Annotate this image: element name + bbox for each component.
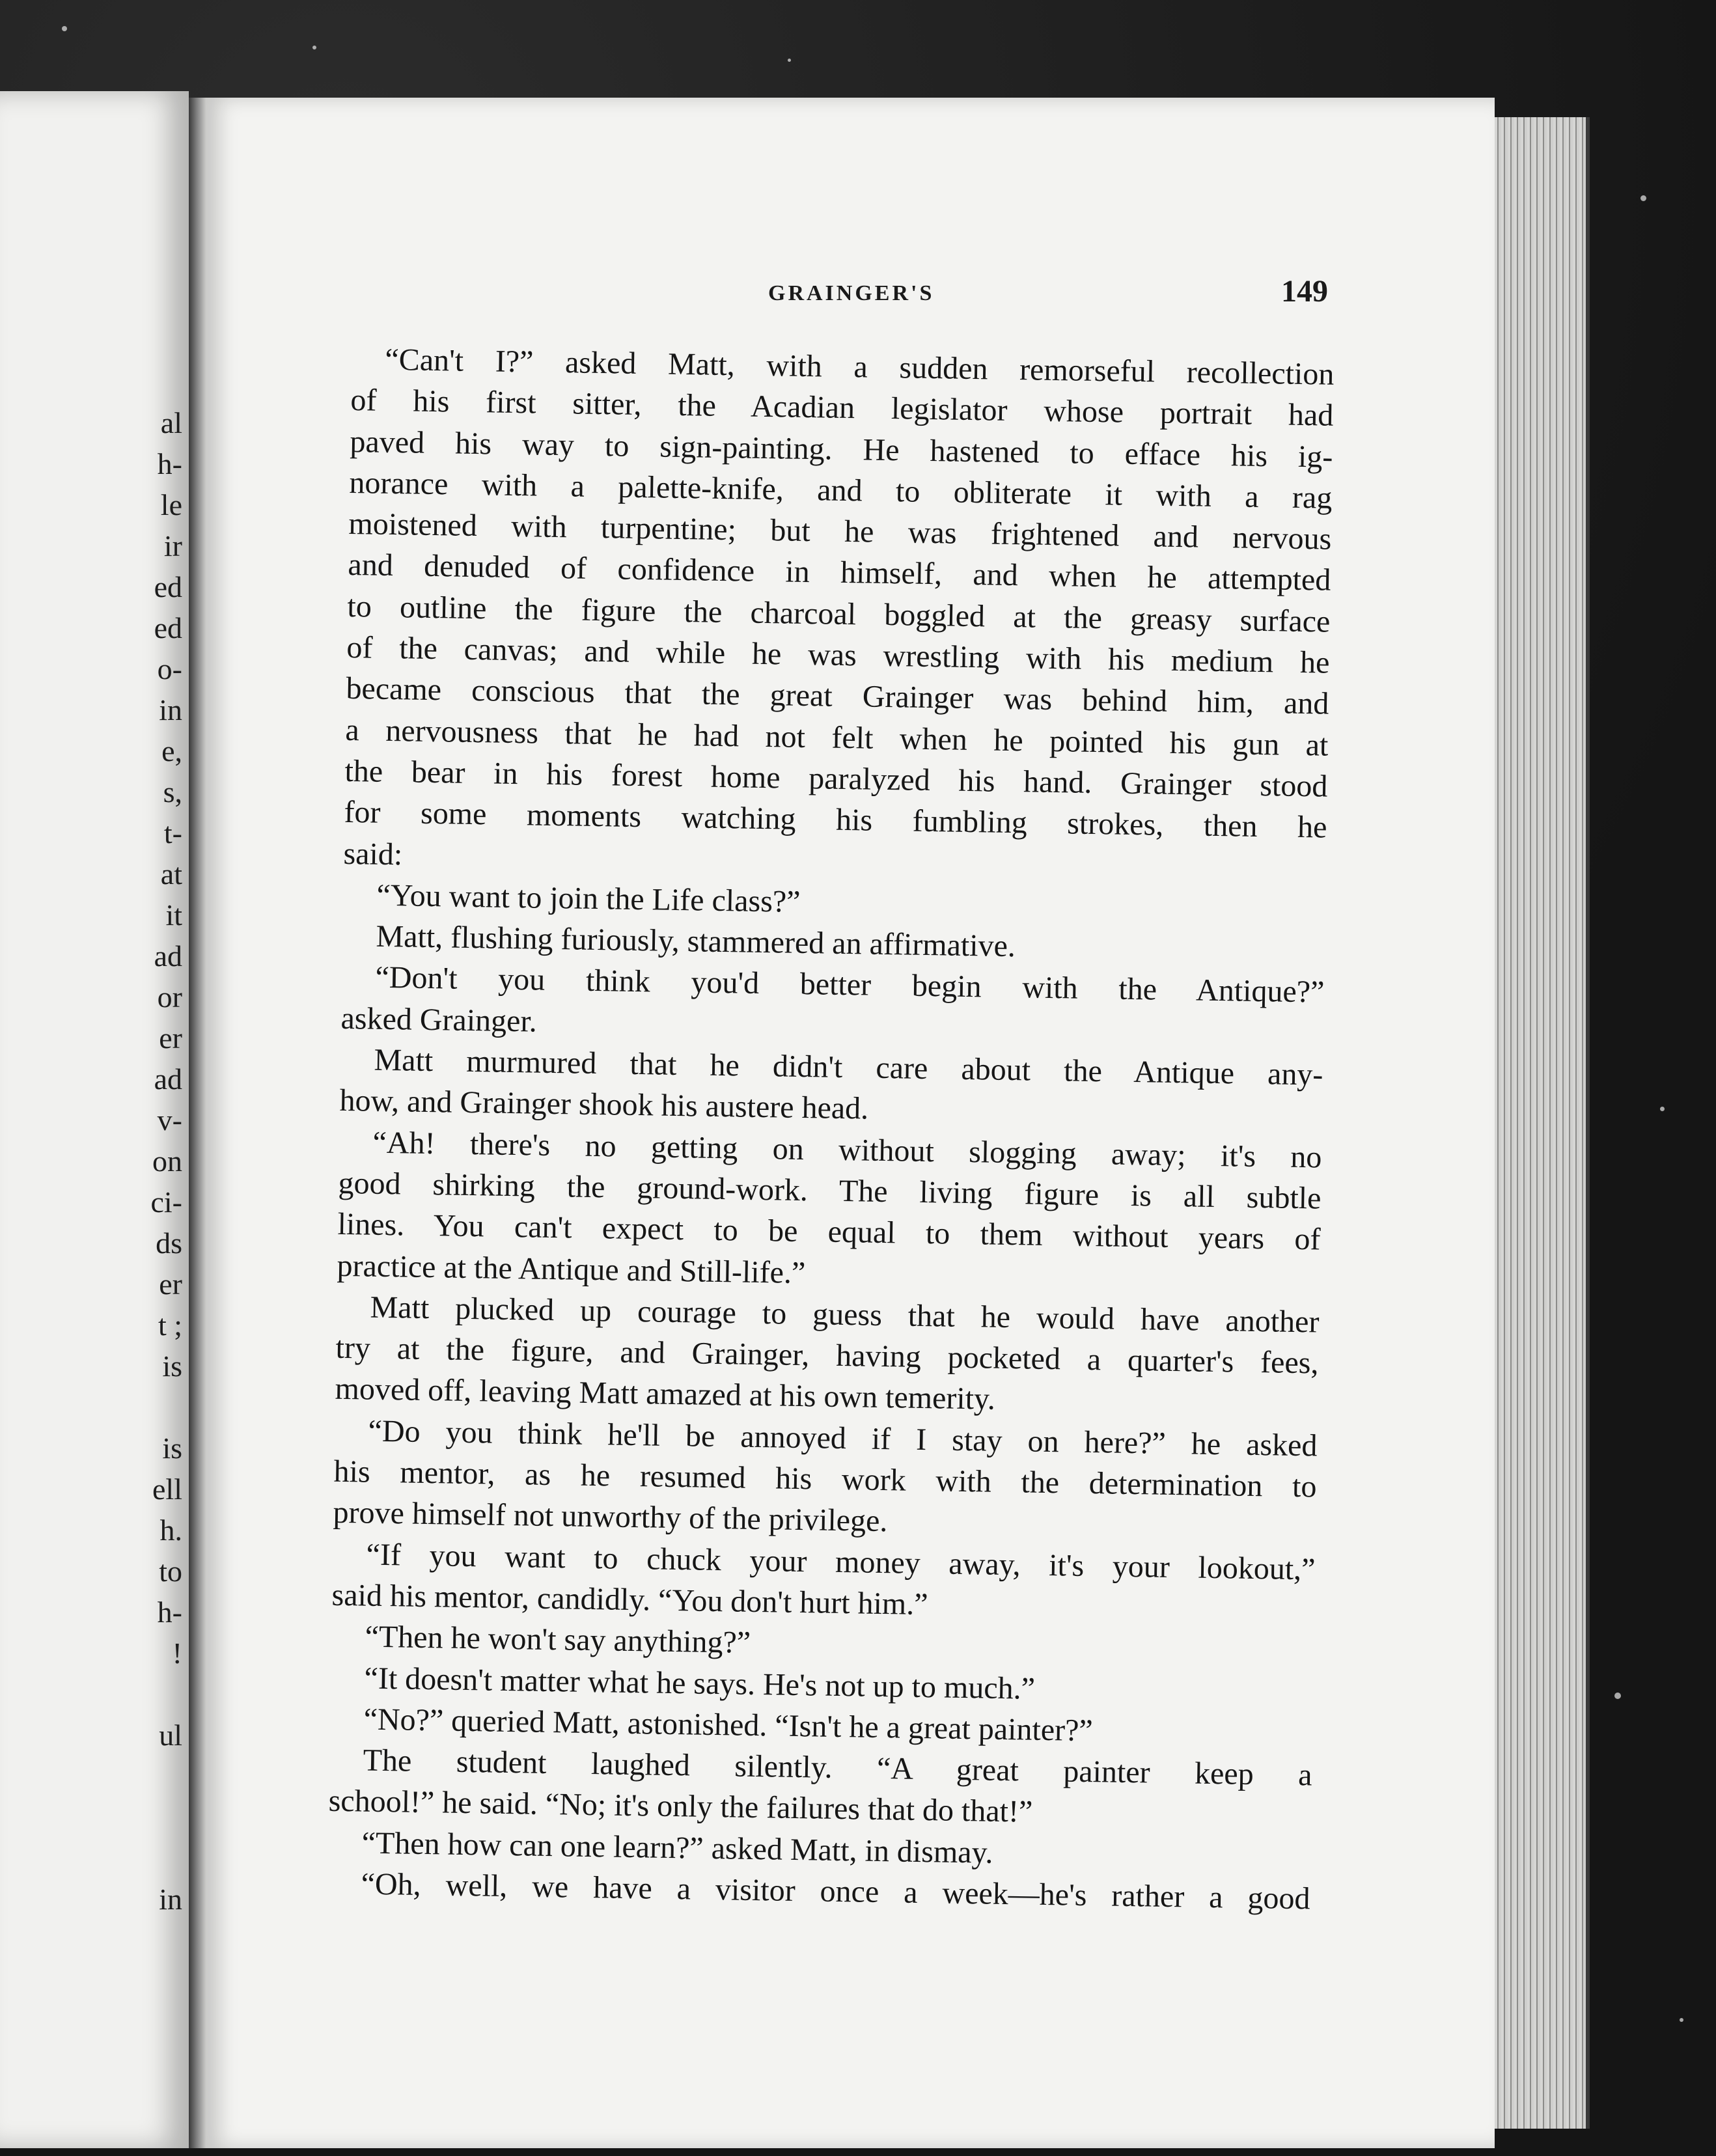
text-line: The student laughed silently. “A great painter keep a xyxy=(363,1743,1312,1793)
text-line: said: xyxy=(343,836,403,872)
left-page-fragment xyxy=(0,1387,182,1428)
dust-speck xyxy=(1660,1107,1665,1111)
text-line: try at the figure, and Grainger, having pocketed a quarter's fees, xyxy=(335,1330,1319,1381)
left-page-fragment: le xyxy=(160,488,182,521)
text-line: “Then how can one learn?” asked Matt, in dismay. xyxy=(361,1825,993,1870)
text-line: lines. You can't expect to be equal to them without years of xyxy=(337,1207,1321,1257)
text-line: for some moments watching his fumbling strokes, then he xyxy=(344,795,1327,845)
text-line: “Don't you think you'd better begin with the Antique?” xyxy=(375,960,1325,1010)
left-page-fragment: h. xyxy=(159,1513,182,1547)
text-line: “No?” queried Matt, astonished. “Isn't he a great painter?” xyxy=(363,1702,1094,1748)
left-page-fragment: s, xyxy=(163,775,182,808)
text-line: “You want to join the Life class?” xyxy=(376,878,801,919)
text-line: moistened with turpentine; but he was frightened and nervous xyxy=(348,506,1332,557)
text-line: how, and Grainger shook his austere head. xyxy=(339,1083,869,1126)
left-page-fragment: er xyxy=(159,1021,182,1055)
text-line: Matt plucked up courage to guess that he would have another xyxy=(370,1290,1320,1340)
left-page-fragment: at xyxy=(160,857,182,891)
text-line: a nervousness that he had not felt when he pointed his gun at xyxy=(345,712,1329,763)
text-line: Matt murmured that he didn't care about the Antique any- xyxy=(374,1042,1323,1092)
left-page-fragment: o- xyxy=(157,652,182,685)
left-page-fragment: t ; xyxy=(158,1308,182,1342)
left-page-fragment: is xyxy=(162,1431,182,1465)
text-line: practice at the Antique and Still-life.” xyxy=(337,1248,806,1290)
running-head: GRAINGER'S xyxy=(768,281,935,305)
left-page-fragment: or xyxy=(157,980,182,1014)
text-line: of the canvas; and while he was wrestling with his medium he xyxy=(346,630,1330,680)
left-page-fragment xyxy=(0,1797,182,1838)
left-page-fragment: ul xyxy=(159,1719,182,1752)
text-line: “Can't I?” asked Matt, with a sudden remorseful recollection xyxy=(385,342,1335,392)
text-line: asked Grainger. xyxy=(340,1001,538,1039)
text-line: “Do you think he'll be annoyed if I stay on here?” he asked xyxy=(368,1413,1318,1463)
dust-speck xyxy=(1640,195,1646,201)
text-line: became conscious that the great Grainger was behind him, and xyxy=(346,671,1329,722)
body-text xyxy=(327,339,1335,1920)
page-edges xyxy=(1495,117,1590,2129)
left-page-fragment: e, xyxy=(161,734,182,767)
text-line: and denuded of confidence in himself, and when he attempted xyxy=(348,547,1331,598)
dust-speck xyxy=(312,46,316,49)
left-page-fragment: h- xyxy=(157,1596,182,1629)
left-page-fragment: to xyxy=(159,1555,182,1588)
text-line: good shirking the ground-work. The living figure is all subtle xyxy=(338,1165,1322,1216)
left-page-fragment: in xyxy=(159,693,182,726)
text-line: norance with a palette-knife, and to obliterate it with a rag xyxy=(349,465,1333,516)
text-line: paved his way to sign-painting. He hastened to efface his ig- xyxy=(350,424,1333,475)
dust-speck xyxy=(1614,1693,1621,1699)
left-page-fragment: ell xyxy=(152,1472,182,1506)
left-page-line-endings xyxy=(0,402,182,1920)
left-page xyxy=(0,91,191,2148)
text-line: “Ah! there's no getting on without slogging away; it's no xyxy=(372,1125,1322,1175)
text-line: to outline the figure the charcoal boggled at the greasy surface xyxy=(347,588,1331,639)
left-page-fragment: ed xyxy=(154,611,182,644)
text-line: Matt, flushing furiously, stammered an affirmative. xyxy=(376,919,1016,964)
left-page-fragment: t- xyxy=(163,816,182,850)
left-page-fragment: ci- xyxy=(150,1185,182,1219)
text-line: “If you want to chuck your money away, it's your lookout,” xyxy=(366,1537,1316,1587)
dust-speck xyxy=(788,59,791,62)
left-page-fragment: ad xyxy=(154,939,182,973)
left-page-fragment: al xyxy=(160,406,182,439)
text-line: prove himself not unworthy of the privilege. xyxy=(333,1495,888,1539)
left-page-fragment: ds xyxy=(156,1226,182,1260)
text-line: school!” he said. “No; it's only the failures that do that!” xyxy=(328,1784,1033,1830)
left-page-fragment: is xyxy=(162,1349,182,1383)
left-page-fragment: in xyxy=(159,1883,182,1916)
left-page-fragment: on xyxy=(152,1144,182,1178)
text-line: of his first sitter, the Acadian legislator whose portrait had xyxy=(350,383,1334,433)
left-page-fragment: ed xyxy=(154,570,182,603)
text-line: “Oh, well, we have a visitor once a week—he's rather a good xyxy=(361,1866,1310,1916)
left-page-fragment: v- xyxy=(157,1103,182,1137)
left-page-fragment: h- xyxy=(157,447,182,480)
dust-speck xyxy=(1680,2018,1683,2022)
left-page-fragment: ! xyxy=(172,1637,182,1670)
left-page-fragment: er xyxy=(159,1267,182,1301)
book-gutter xyxy=(189,98,206,2148)
text-line: “It doesn't matter what he says. He's not up to much.” xyxy=(364,1661,1036,1706)
text-line: the bear in his forest home paralyzed his hand. Grainger stood xyxy=(344,753,1328,804)
text-line: his mentor, as he resumed his work with the determination to xyxy=(333,1454,1317,1504)
left-page-fragment xyxy=(0,1838,182,1879)
text-line: moved off, leaving Matt amazed at his own temerity. xyxy=(335,1372,996,1417)
dust-speck xyxy=(62,26,67,31)
left-page-fragment xyxy=(0,1756,182,1797)
left-page-fragment: it xyxy=(165,898,182,932)
page-number: 149 xyxy=(1281,274,1328,309)
text-line: said his mentor, candidly. “You don't hurt him.” xyxy=(331,1577,928,1622)
left-page-fragment: ir xyxy=(163,529,182,562)
left-page-fragment: ad xyxy=(154,1062,182,1096)
left-page-fragment xyxy=(0,1674,182,1715)
text-line: “Then he won't say anything?” xyxy=(365,1619,751,1661)
